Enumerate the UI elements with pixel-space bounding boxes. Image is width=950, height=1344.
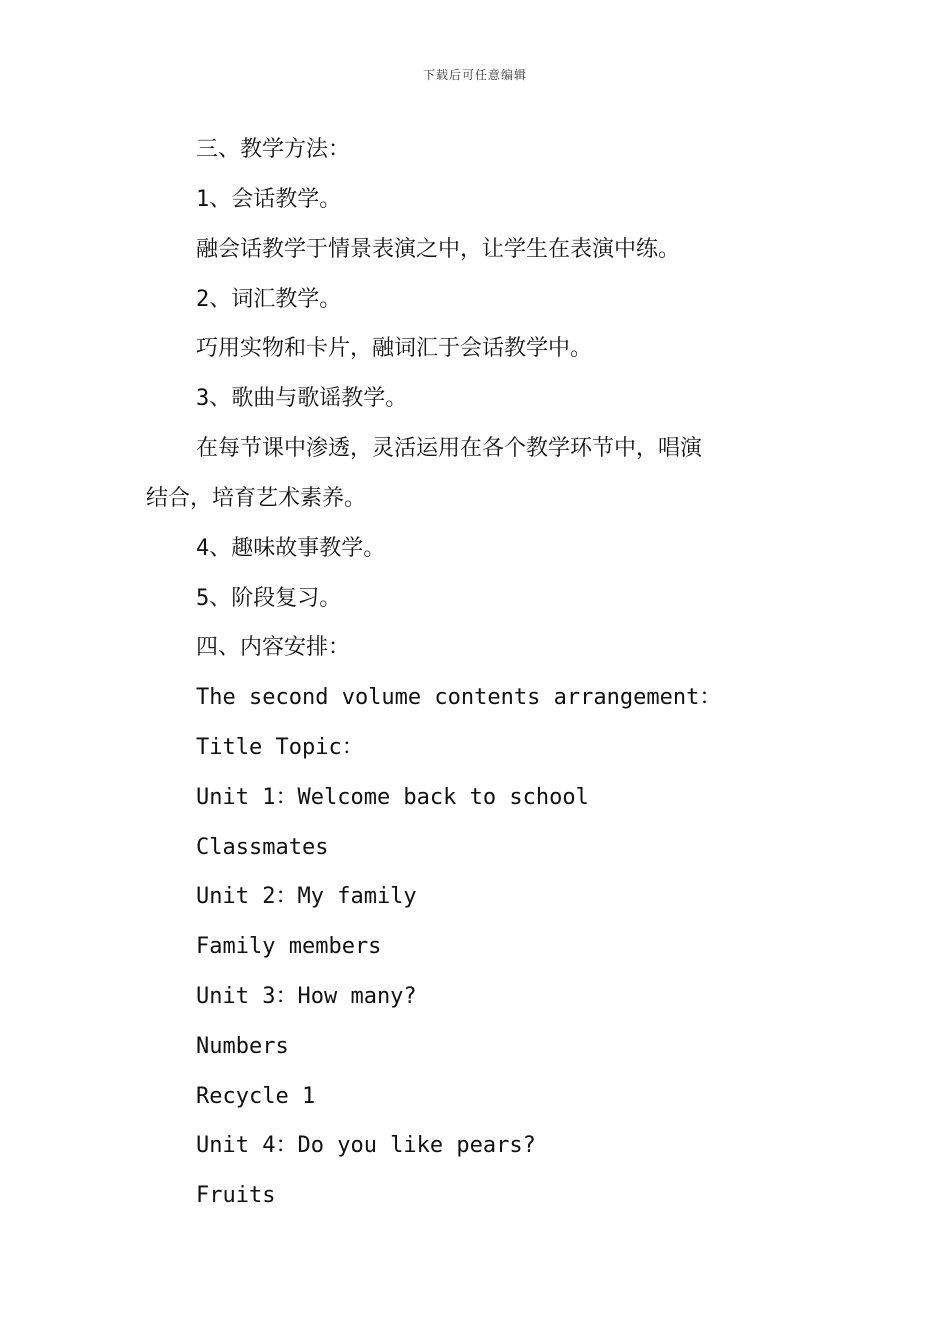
method-desc-3-line-2: 结合，培育艺术素养。: [146, 486, 367, 511]
unit-3-topic: Numbers: [196, 1034, 289, 1059]
method-item-4: 4、趣味故事教学。: [196, 536, 386, 561]
unit-4-title: Unit 4：Do you like pears?: [196, 1133, 536, 1158]
method-item-3: 3、歌曲与歌谣教学。: [196, 386, 408, 411]
page-header: 下载后可任意编辑: [422, 68, 527, 82]
unit-1-topic: Classmates: [196, 835, 329, 860]
method-item-1: 1、会话教学。: [196, 187, 342, 212]
unit-1-title: Unit 1：Welcome back to school: [196, 785, 589, 810]
unit-4-topic: Fruits: [196, 1183, 276, 1208]
method-desc-2: 巧用实物和卡片，融词汇于会话教学中。: [196, 336, 593, 361]
recycle-1: Recycle 1: [196, 1084, 316, 1109]
unit-2-topic: Family members: [196, 934, 382, 959]
arrangement-intro: The second volume contents arrangement：: [196, 685, 722, 710]
method-desc-3-line-1: 在每节课中渗透，灵活运用在各个教学环节中，唱演: [196, 436, 703, 461]
section-heading-teaching-methods: 三、教学方法：: [196, 137, 351, 162]
method-item-5: 5、阶段复习。: [196, 586, 342, 611]
unit-3-title: Unit 3：How many?: [196, 984, 417, 1009]
section-heading-content-arrangement: 四、内容安排：: [196, 635, 351, 660]
method-desc-1: 融会话教学于情景表演之中，让学生在表演中练。: [196, 237, 681, 262]
method-item-2: 2、词汇教学。: [196, 287, 342, 312]
title-topic-label: Title Topic：: [196, 735, 364, 760]
unit-2-title: Unit 2：My family: [196, 884, 417, 909]
